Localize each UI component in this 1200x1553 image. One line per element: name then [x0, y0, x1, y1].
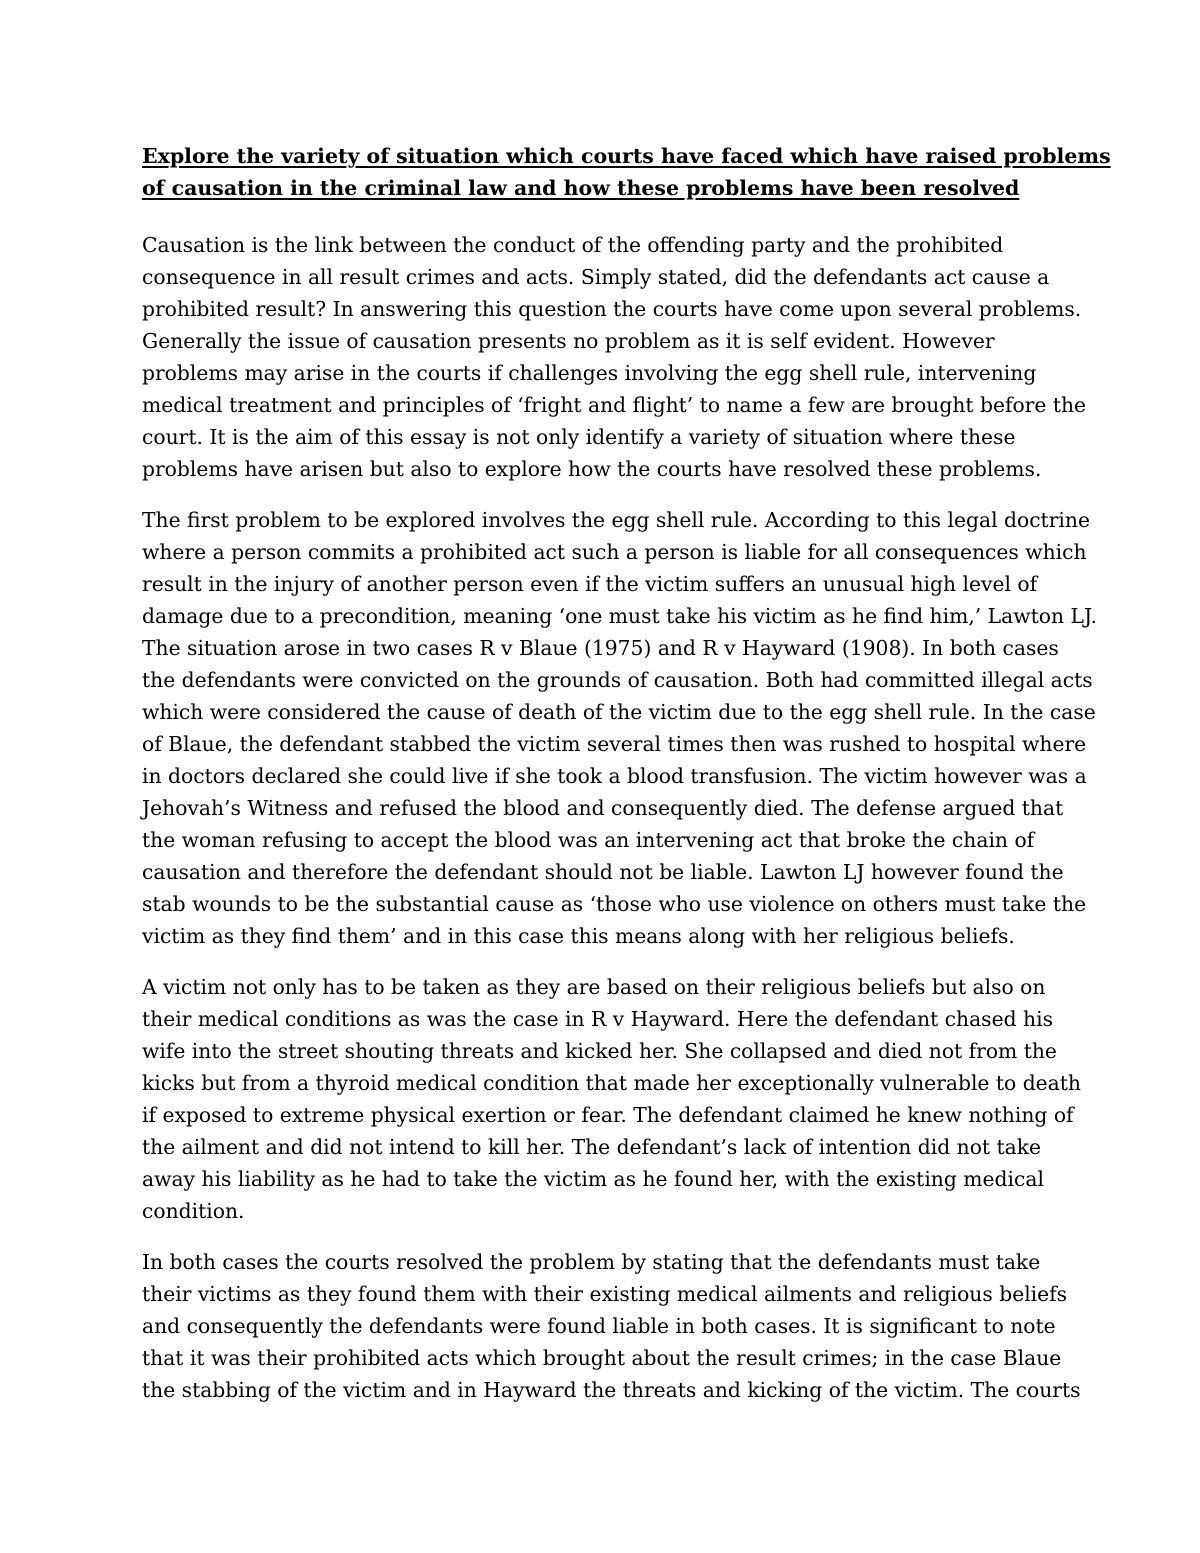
text-line: court. It is the aim of this essay is not only identify a variety of situation where these: [142, 425, 1016, 449]
text-line: the defendants were convicted on the grounds of causation. Both had committed illegal acts: [142, 668, 1093, 692]
text-line: medical treatment and principles of ‘fright and flight’ to name a few are brought before the: [142, 393, 1087, 417]
text-line: their medical conditions as was the case in R v Hayward. Here the defendant chased his: [142, 1007, 1053, 1031]
text-line: The situation arose in two cases R v Blaue (1975) and R v Hayward (1908). In both cases: [142, 636, 1059, 660]
text-line: stab wounds to be the substantial cause as ‘those who use violence on others must take the: [142, 892, 1087, 916]
text-line: that it was their prohibited acts which brought about the result crimes; in the case Blaue: [142, 1346, 1062, 1370]
document-body: [142, 140, 1111, 1425]
text-line: problems have arisen but also to explore how the courts have resolved these problems.: [142, 457, 1042, 481]
text-line: Causation is the link between the conduct of the offending party and the prohibited: [142, 233, 1004, 257]
text-line: and consequently the defendants were found liable in both cases. It is significant to note: [142, 1314, 1056, 1338]
text-line: causation and therefore the defendant should not be liable. Lawton LJ however found the: [142, 860, 1064, 884]
text-line: Jehovah’s Witness and refused the blood and consequently died. The defense argued that: [142, 796, 1064, 820]
paragraph-introduction: [142, 229, 1087, 485]
text-line: of Blaue, the defendant stabbed the victim several times then was rushed to hospital where: [142, 732, 1087, 756]
text-line: the ailment and did not intend to kill her. The defendant’s lack of intention did not take: [142, 1135, 1042, 1159]
text-line: A victim not only has to be taken as they are based on their religious beliefs but also on: [142, 975, 1046, 999]
text-line: their victims as they found them with their existing medical ailments and religious beliefs: [142, 1282, 1068, 1306]
text-line: condition.: [142, 1199, 245, 1223]
text-line: problems may arise in the courts if challenges involving the egg shell rule, intervening: [142, 361, 1037, 385]
text-line: consequence in all result crimes and acts. Simply stated, did the defendants act cause a: [142, 265, 1050, 289]
text-line: kicks but from a thyroid medical condition that made her exceptionally vulnerable to death: [142, 1071, 1081, 1095]
text-line: damage due to a precondition, meaning ‘one must take his victim as he find him,’ Lawton LJ.: [142, 604, 1097, 628]
text-line: in doctors declared she could live if she took a blood transfusion. The victim however was a: [142, 764, 1087, 788]
text-line: victim as they find them’ and in this case this means along with her religious beliefs.: [142, 924, 1015, 948]
paragraph-resolution: [142, 1246, 1081, 1406]
paragraph-hayward: [142, 971, 1081, 1227]
essay-title: [142, 140, 1111, 204]
paragraph-egg-shell-rule: [142, 504, 1097, 952]
title-line: of causation in the criminal law and how these problems have been resolved: [142, 176, 1020, 200]
text-line: the stabbing of the victim and in Hayward the threats and kicking of the victim. The courts: [142, 1378, 1081, 1402]
text-line: Generally the issue of causation presents no problem as it is self evident. However: [142, 329, 995, 353]
text-line: away his liability as he had to take the victim as he found her, with the existing medical: [142, 1167, 1044, 1191]
text-line: result in the injury of another person even if the victim suffers an unusual high level of: [142, 572, 1038, 596]
text-line: where a person commits a prohibited act such a person is liable for all consequences which: [142, 540, 1087, 564]
text-line: prohibited result? In answering this question the courts have come upon several problems.: [142, 297, 1082, 321]
text-line: In both cases the courts resolved the problem by stating that the defendants must take: [142, 1250, 1041, 1274]
text-line: if exposed to extreme physical exertion or fear. The defendant claimed he knew nothing of: [142, 1103, 1074, 1127]
text-line: which were considered the cause of death of the victim due to the egg shell rule. In the case: [142, 700, 1096, 724]
text-line: the woman refusing to accept the blood was an intervening act that broke the chain of: [142, 828, 1035, 852]
title-line: Explore the variety of situation which courts have faced which have raised problems: [142, 144, 1111, 168]
text-line: The first problem to be explored involves the egg shell rule. According to this legal doctrine: [142, 508, 1090, 532]
text-line: wife into the street shouting threats and kicked her. She collapsed and died not from the: [142, 1039, 1057, 1063]
